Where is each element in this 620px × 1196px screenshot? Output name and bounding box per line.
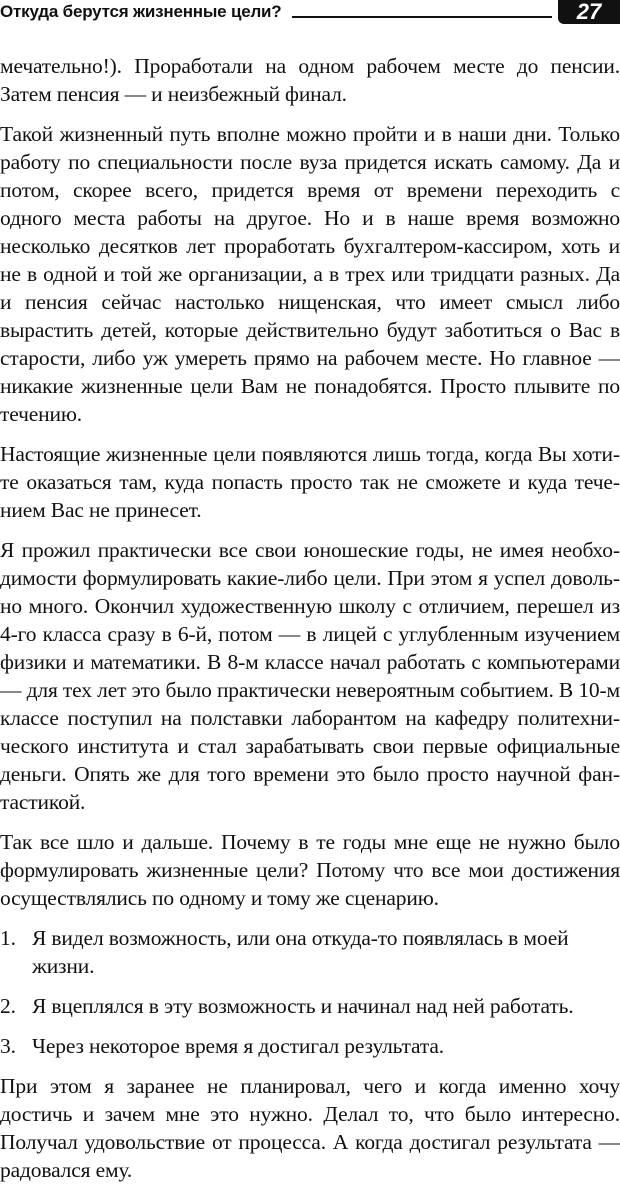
paragraph: Я прожил практически все свои юношеские годы, не имея необходимости формулировать какие-либо цели. При этом я успел довольно много. Окончил художественную школу с отличием, перешел из 4-го класса сразу в 6-й, потом — в лицей с углубленным изучением физики и математики. В 8-м классе начал работать с компьютерами — для тех лет это было практически невероятным событием. В 10-м классе поступил на полставки лаборантом на кафедру политехнического института и стал зарабатывать свои первые официальные деньги. Опять же для того времени это было просто научной фантастикой. bbox=[0, 538, 620, 814]
list-item-text: Я видел возможность, или она откуда-то появлялась в моей жизни. bbox=[32, 926, 569, 978]
list-item-number: 2. bbox=[0, 994, 16, 1018]
body-text bbox=[0, 52, 620, 1196]
page-number: 27 bbox=[558, 0, 620, 24]
paragraph: Такой жизненный путь вполне можно пройти и в наши дни. Только работу по специальности после вуза придется искать самому. Да и потом, скорее всего, придется время от времени переходить с одного места работы на другое. Но и в наше время возможно несколько десятков лет проработать бухгалтером-кассиром, хоть и не в одной и той же организации, а в трех или тридцати разных. Да и пенсия сейчас настолько нищенская, что имеет смысл либо вырастить детей, которые действительно будут заботиться о Вас в старости, либо уж умереть прямо на рабочем месте. Но главное — никакие жизненные цели Вам не понадобятся. Просто плывите по течению. bbox=[0, 122, 620, 426]
list-item-number: 1. bbox=[0, 926, 16, 950]
paragraph: Настоящие жизненные цели появляются лишь тогда, когда Вы хотите оказаться там, куда попасть просто так не сможете и куда течением Вас не принесет. bbox=[0, 442, 620, 522]
list-item-number: 3. bbox=[0, 1034, 16, 1058]
running-header bbox=[0, 0, 620, 30]
list-item-text: Через некоторое время я достигал результата. bbox=[32, 1034, 444, 1058]
paragraph: Так все шло и дальше. Почему в те годы мне еще не нужно было формулировать жизненные цели? Потому что все мои достижения осуществлялись по одному и тому же сценарию. bbox=[0, 830, 620, 910]
list-item bbox=[0, 924, 620, 980]
paragraph: мечательно!). Проработали на одном рабочем месте до пенсии. Затем пенсия — и неизбежный финал. bbox=[0, 54, 620, 106]
list-item-text: Я вцеплялся в эту возможность и начинал над ней работать. bbox=[32, 994, 574, 1018]
list-item bbox=[0, 1032, 620, 1060]
paragraph: При этом я заранее не планировал, чего и когда именно хочу достичь и зачем мне это нужно. Делал то, что было интересно. Получал удовольствие от процесса. А когда достигал результата — радовался ему. bbox=[0, 1074, 620, 1182]
list-item bbox=[0, 992, 620, 1020]
numbered-list bbox=[0, 924, 620, 1060]
chapter-title: Откуда берутся жизненные цели? bbox=[0, 2, 282, 21]
header-rule bbox=[292, 16, 552, 18]
